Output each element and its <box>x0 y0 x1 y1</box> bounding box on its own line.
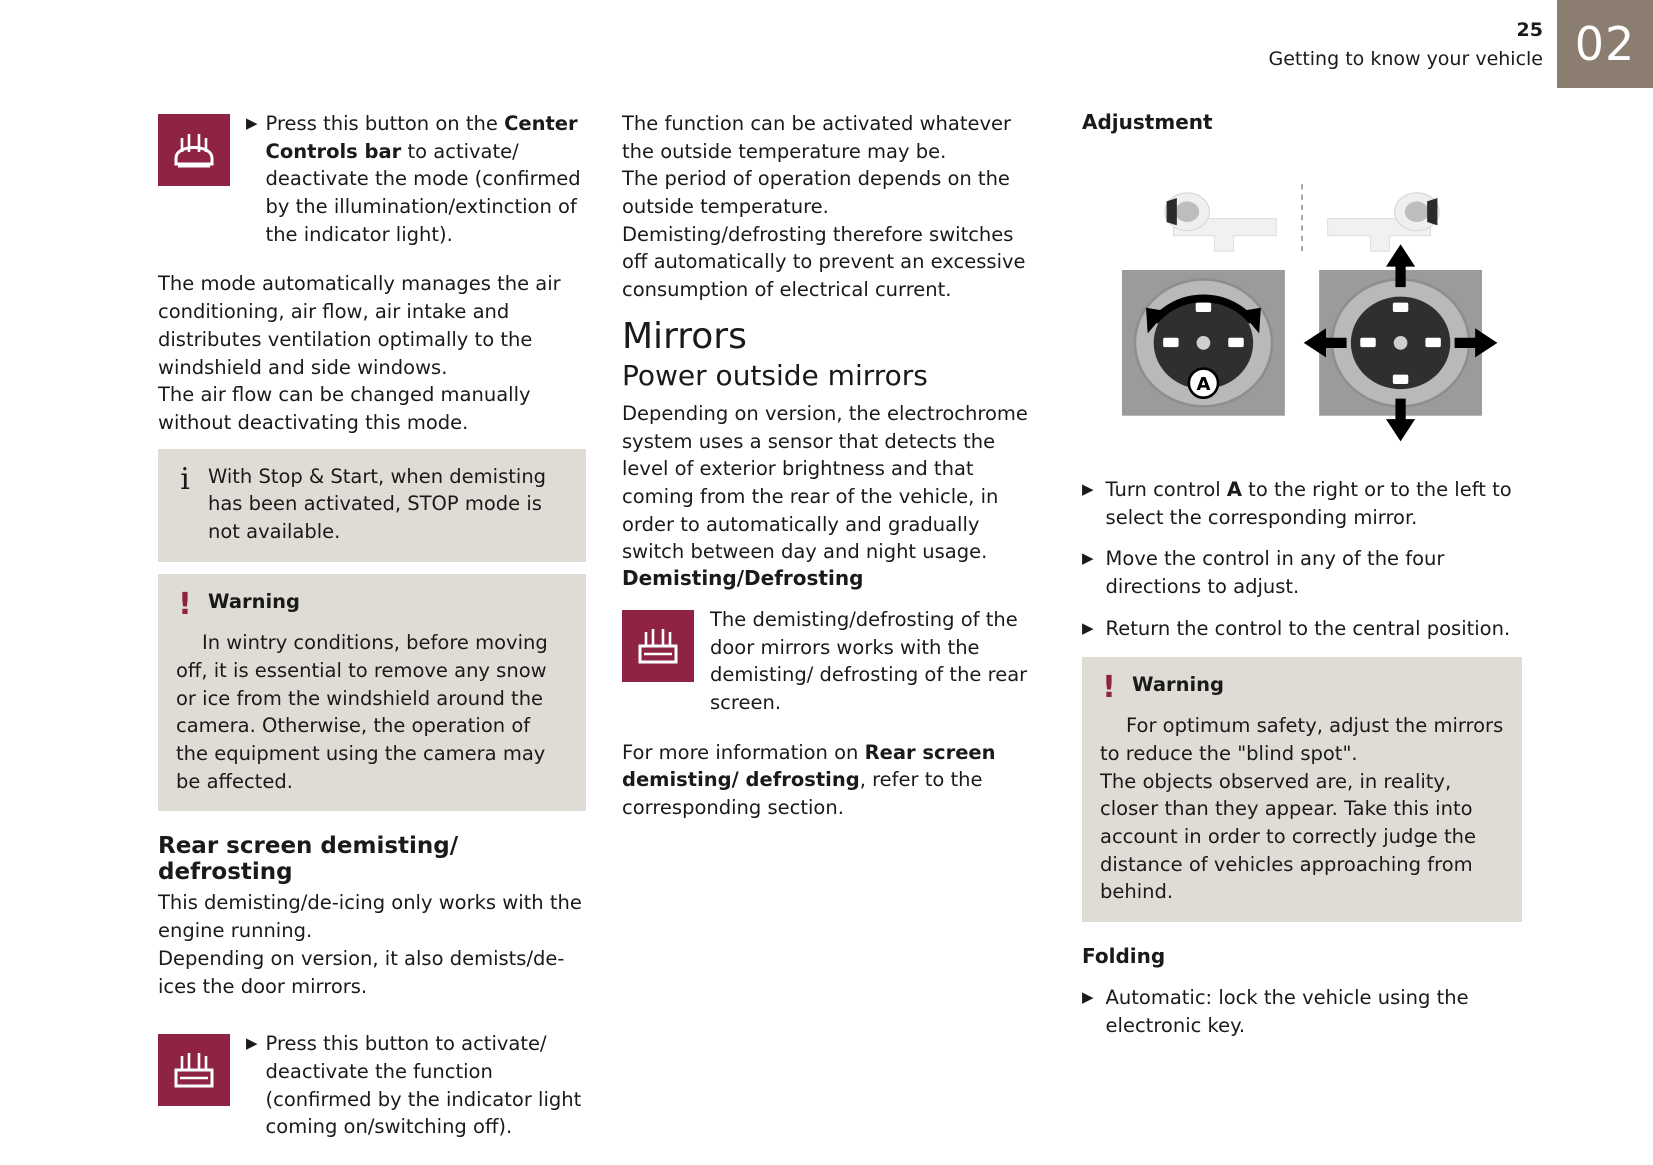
col2-paragraph-5: For more information on Rear screen demisting/ defrosting, refer to the corresponding section. <box>622 740 996 820</box>
warning-title: Warning <box>1132 672 1224 696</box>
col1-paragraph-2: The air flow can be changed manually without deactivating this mode. <box>158 383 531 434</box>
rear-screen-demist-icon <box>158 1034 230 1106</box>
info-callout-text: With Stop & Start, when demisting has been activated, STOP mode is not available. <box>208 464 547 543</box>
heading-rear-screen-demisting: Rear screen demisting/ defrosting <box>158 833 459 886</box>
rear-screen-demist-text: Press this button to activate/ deactivate the function (confirmed by the indicator light coming on/switching off). <box>265 1032 582 1139</box>
col2-paragraph-1: The function can be activated whatever the outside temperature may be. <box>622 112 1012 163</box>
subsection-title-power-outside-mirrors: Power outside mirrors <box>622 358 928 392</box>
warning-callout-two <box>1082 657 1522 923</box>
header-title: Getting to know your vehicle <box>1268 47 1543 70</box>
bullet-arrow-icon: ▶ <box>1082 988 1094 1006</box>
list-item <box>1082 615 1522 643</box>
folding-steps <box>1082 984 1522 1039</box>
adjustment-step-3: Return the control to the central position. <box>1105 616 1511 640</box>
column-two <box>622 110 1042 822</box>
windshield-demist-text: Press this button on the Center Controls bar to activate/ deactivate the mode (confirmed by the illumination/extinction of the indicator light). <box>265 112 581 246</box>
column-one <box>158 110 586 1141</box>
column-three <box>1082 110 1522 1053</box>
bullet-arrow-icon: ▶ <box>1082 549 1094 568</box>
windshield-demist-instruction <box>158 110 586 248</box>
mirror-adjustment-figure <box>1082 150 1522 454</box>
adjustment-step-2: Move the control in any of the four directions to adjust. <box>1105 547 1445 599</box>
windshield-demist-icon <box>158 114 230 186</box>
mirror-demist-instruction <box>622 606 1042 717</box>
col1-paragraph-4: Depending on version, it also demists/de-ices the door mirrors. <box>158 946 565 998</box>
col2-paragraph-3: Demisting/defrosting therefore switches off automatically to prevent an excessive consumption of electrical current. <box>622 222 1026 302</box>
chapter-number-tab <box>1557 0 1653 88</box>
svg-text:A: A <box>1196 374 1211 395</box>
warning-icon: ! <box>178 586 192 622</box>
col1-paragraph-3: This demisting/de-icing only works with the engine running. <box>158 891 582 943</box>
list-item <box>1082 476 1522 531</box>
bullet-arrow-icon: ▶ <box>1082 480 1094 498</box>
warning-icon: ! <box>1102 669 1116 705</box>
windshield-demist-text-wrap <box>246 110 586 248</box>
section-title-mirrors: Mirrors <box>622 315 747 357</box>
col2-paragraph-2: The period of operation depends on the outside temperature. <box>622 167 1010 219</box>
heading-demisting-defrosting: Demisting/Defrosting <box>622 565 864 590</box>
warning-callout-two-text-2: The objects observed are, in reality, closer than they appear. Take this into account in order to correctly judge the distance of vehicles approaching from behind. <box>1100 769 1476 904</box>
col1-paragraph-1: The mode automatically manages the air conditioning, air flow, air intake and distributes ventilation optimally to the windshield and side windows. <box>158 272 561 379</box>
info-icon: i <box>180 461 190 497</box>
adjustment-steps <box>1082 476 1522 643</box>
rear-screen-demist-instruction <box>158 1030 586 1141</box>
bullet-arrow-icon: ▶ <box>246 114 258 132</box>
warning-callout-two-text-1: For optimum safety, adjust the mirrors to reduce the "blind spot". <box>1100 714 1504 765</box>
list-item <box>1082 545 1522 600</box>
chapter-number: 02 <box>1574 17 1636 71</box>
warning-callout-one-text: In wintry conditions, before moving off, it is essential to remove any snow or ice from the windshield around the camera. Otherwise, the operation of the equipment using the camera may be affected. <box>176 631 548 793</box>
heading-adjustment: Adjustment <box>1082 110 1213 134</box>
warning-title: Warning <box>208 589 300 613</box>
folding-step-1: Automatic: lock the vehicle using the electronic key. <box>1105 986 1469 1037</box>
bullet-arrow-icon: ▶ <box>1082 618 1094 637</box>
info-callout <box>158 449 586 562</box>
bullet-arrow-icon: ▶ <box>246 1034 258 1053</box>
list-item <box>1082 984 1522 1039</box>
adjustment-step-1: Turn control A to the right or to the left to select the corresponding mirror. <box>1105 478 1512 529</box>
mirror-demist-text: The demisting/defrosting of the door mirrors works with the demisting/ defrosting of the rear screen. <box>710 607 1028 714</box>
heading-folding: Folding <box>1082 944 1166 968</box>
warning-callout-one <box>158 574 586 812</box>
col2-paragraph-4: Depending on version, the electrochrome system uses a sensor that detects the level of exterior brightness and that coming from the rear of the vehicle, in order to automatically and gradually switch between day and night usage. <box>622 401 1028 564</box>
page-number: 25 <box>1516 19 1543 41</box>
rear-screen-demist-icon <box>622 610 694 682</box>
page-header <box>1268 18 1543 71</box>
